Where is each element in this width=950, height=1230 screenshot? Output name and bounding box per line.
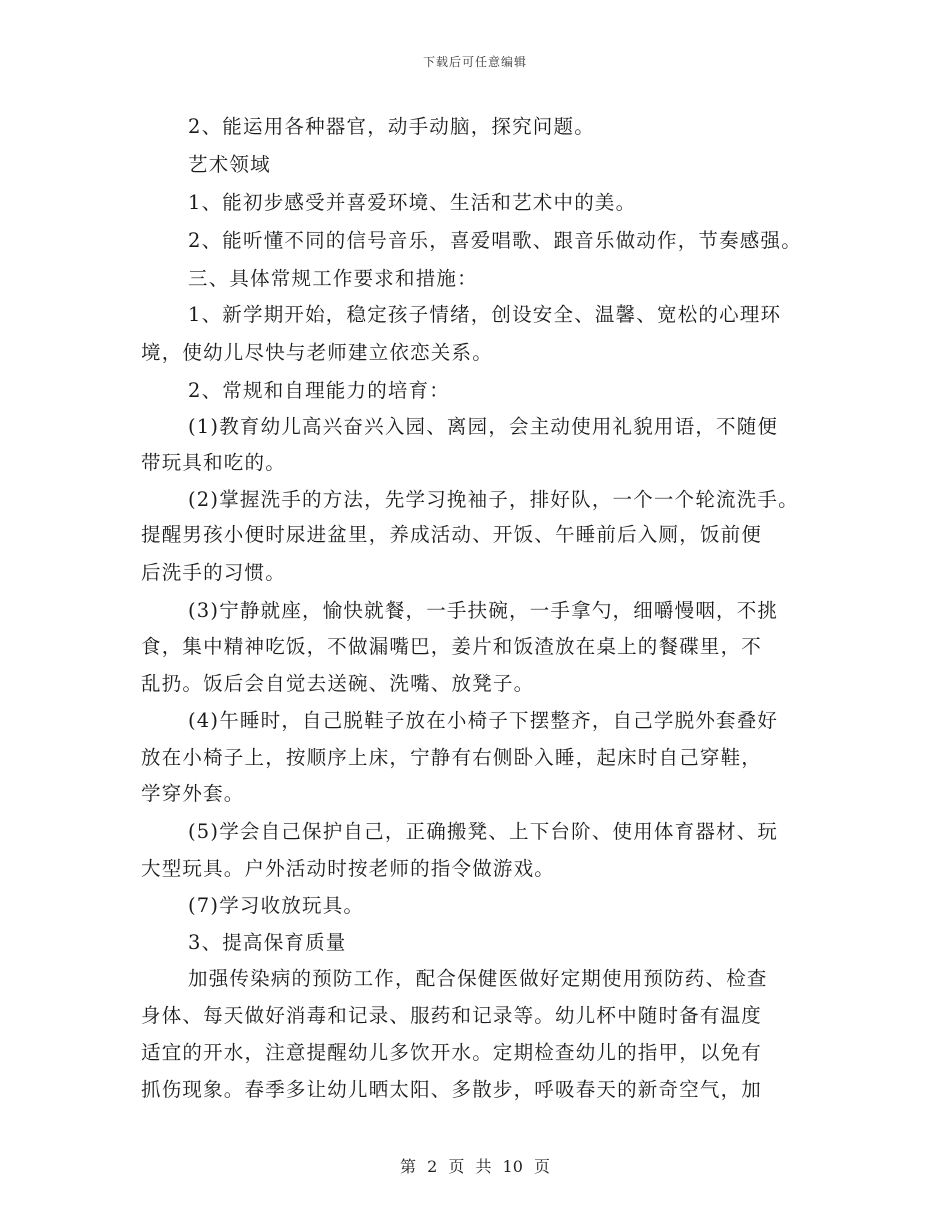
text-line: 2、常规和自理能力的培育： bbox=[188, 379, 451, 402]
page-footer: 第 2 页 共 10 页 bbox=[400, 1157, 550, 1176]
text-line: 大型玩具。户外活动时按老师的指令做游戏。 bbox=[141, 857, 556, 880]
text-line: (2)掌握洗手的方法，先学习挽袖子，排好队，一个一个轮流洗手。 bbox=[188, 488, 799, 511]
text-line: 学穿外套。 bbox=[141, 782, 245, 805]
text-line: 食，集中精神吃饭，不做漏嘴巴，姜片和饭渣放在桌上的餐碟里，不 bbox=[141, 635, 763, 658]
text-line: (7)学习收放玩具。 bbox=[188, 894, 365, 917]
text-line: (5)学会自己保护自己，正确搬凳、上下台阶、使用体育器材、玩 bbox=[188, 820, 779, 843]
text-line: 放在小椅子上，按顺序上床，宁静有右侧卧入睡，起床时自己穿鞋， bbox=[141, 746, 763, 769]
text-line: 乱扔。饭后会自觉去送碗、洗嘴、放凳子。 bbox=[141, 672, 535, 695]
text-line: (1)教育幼儿高兴奋兴入园、离园，会主动使用礼貌用语，不随便 bbox=[188, 415, 779, 438]
text-line: 2、能听懂不同的信号音乐，喜爱唱歌、跟音乐做动作，节奏感强。 bbox=[188, 229, 802, 252]
section-heading: 艺术领域 bbox=[188, 153, 271, 176]
text-line: 身体、每天做好消毒和记录、服药和记录等。幼儿杯中随时备有温度 bbox=[141, 1004, 763, 1027]
text-line: 抓伤现象。春季多让幼儿晒太阳、多散步，呼吸春天的新奇空气，加 bbox=[141, 1078, 763, 1101]
text-line: 境，使幼儿尽快与老师建立依恋关系。 bbox=[141, 341, 493, 364]
page-header: 下载后可任意编辑 bbox=[422, 55, 527, 69]
text-line: 2、能运用各种器官，动手动脑，探究问题。 bbox=[188, 115, 595, 138]
section-heading: 3、提高保育质量 bbox=[188, 931, 347, 954]
text-line: 带玩具和吃的。 bbox=[141, 451, 286, 474]
text-line: 1、能初步感受并喜爱环境、生活和艺术中的美。 bbox=[188, 191, 637, 214]
text-line: 加强传染病的预防工作，配合保健医做好定期使用预防药、检查 bbox=[188, 967, 768, 990]
text-line: 1、新学期开始，稳定孩子情绪，创设安全、温馨、宽松的心理环 bbox=[188, 303, 782, 326]
text-line: 提醒男孩小便时尿进盆里，养成活动、开饭、午睡前后入厕，饭前便 bbox=[141, 523, 763, 546]
text-line: (3)宁静就座，愉快就餐，一手扶碗，一手拿勺，细嚼慢咽，不挑 bbox=[188, 599, 779, 622]
text-line: 适宜的开水，注意提醒幼儿多饮开水。定期检查幼儿的指甲，以免有 bbox=[141, 1041, 763, 1064]
text-line: (4)午睡时，自己脱鞋子放在小椅子下摆整齐，自己学脱外套叠好 bbox=[188, 709, 779, 732]
section-heading: 三、具体常规工作要求和措施： bbox=[188, 267, 478, 290]
text-line: 后洗手的习惯。 bbox=[141, 561, 286, 584]
